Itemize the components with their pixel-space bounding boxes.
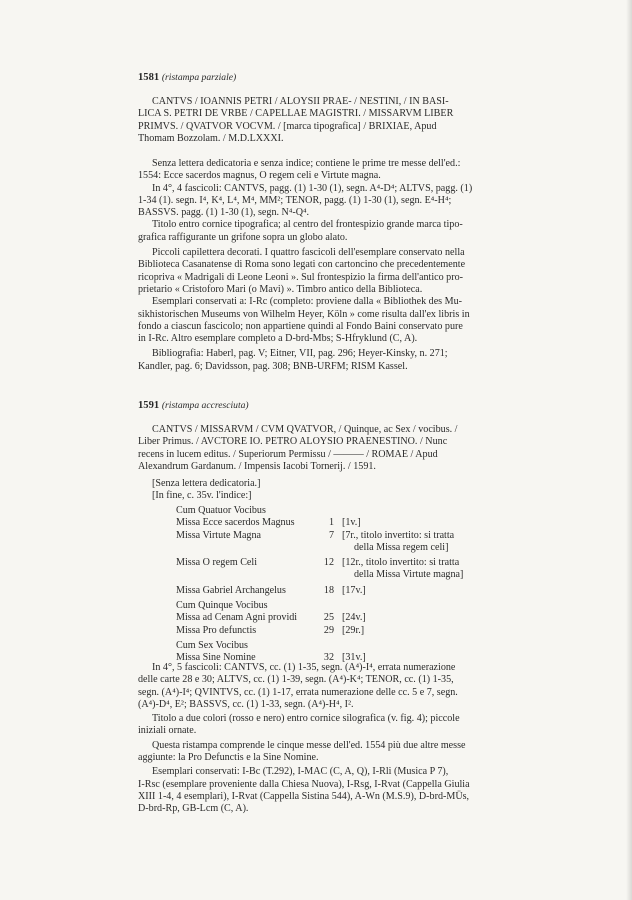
entry-1581-body	[138, 158, 510, 373]
text-line: sikhistorischen Museums von Wilhelm Heyer, Köln » come risulta dall'ex libris in	[138, 308, 470, 320]
entry-year: 1581	[138, 72, 160, 83]
text-line: 1554: Ecce sacerdos magnus, O regem celi e Virtute magna.	[138, 170, 381, 182]
bracket-note: [Senza lettera dedicatoria.]	[152, 478, 261, 489]
text-line: iniziali ornate.	[138, 725, 197, 737]
index-row	[160, 557, 520, 569]
index-ref: [17v.]	[342, 584, 366, 596]
index-title: Missa Gabriel Archangelus	[176, 584, 286, 596]
text-line: grafica raffigurante un grifone sopra un globo alato.	[138, 231, 348, 243]
text-line: 1-34 (1). segn. I⁴, K⁴, L⁴, M⁴, MM²; TENOR, pagg. (1) 1-30 (1), segn. E⁴-H⁴;	[138, 194, 452, 206]
text-line: D-brd-Rp, GB-Lcm (C, A).	[138, 803, 249, 815]
text-line: in I-Rc. Altro esemplare completo a D-brd-Mbs; S-Hfryklund (C, A).	[138, 333, 418, 345]
text-line: Esemplari conservati a: I-Rc (completo: proviene dalla « Bibliothek des Mu-	[152, 296, 463, 308]
title-line: recens in lucem editus. / Superiorum Permissu / ——— / ROMAE / Apud	[138, 448, 438, 460]
text-line: Esemplari conservati: I-Bc (T.292), I-MAC (C, A, Q), I-Rli (Musica P 7),	[152, 766, 449, 778]
entry-note: (ristampa accresciuta)	[161, 400, 249, 411]
page-edge-shadow	[626, 0, 632, 900]
text-line: Questa ristampa comprende le cinque messe dell'ed. 1554 più due altre messe	[152, 739, 466, 751]
title-line: LICA S. PETRI DE VRBE / CAPELLAE MAGISTRI. / MISSARVM LIBER	[138, 108, 454, 120]
index-row	[160, 612, 520, 624]
index-ref: [7r., titolo invertito: si tratta	[342, 529, 455, 541]
entry-note: (ristampa parziale)	[161, 72, 237, 83]
text-line: I-Rsc (esemplare proveniente dalla Chiesa Nuova), I-Rsg, I-Rvat (Cappella Giulia	[138, 778, 470, 790]
text-line: Bibliografia: Haberl, pag. V; Eitner, VII, pag. 296; Heyer-Kinsky, n. 271;	[152, 348, 448, 360]
index-page: 29	[323, 624, 334, 636]
index-ref: [1v.]	[342, 517, 361, 529]
index-row	[160, 542, 520, 554]
text-line: Titolo entro cornice tipografica; al centro del frontespizio grande marca tipo-	[152, 219, 463, 231]
text-line: prietario « Cristoforo Mari (o Mavi) ». Timbro antico della Biblioteca.	[138, 283, 423, 295]
title-line: Liber Primus. / AVCTORE IO. PETRO ALOYSIO PRAENESTINO. / Nunc	[138, 436, 448, 448]
entry-1591-title	[138, 424, 510, 473]
index-title: Cum Quinque Vocibus	[176, 600, 268, 612]
entry-1591-heading	[138, 400, 510, 412]
index-row	[160, 530, 520, 542]
entry-year: 1591	[138, 400, 160, 411]
text-line: In 4°, 4 fascicoli: CANTVS, pagg. (1) 1-30 (1), segn. A⁴-D⁴; ALTVS, pagg. (1)	[152, 182, 473, 194]
text-line: Piccoli capilettera decorati. I quattro fascicoli dell'esemplare conservato nella	[152, 247, 465, 259]
index-row	[160, 640, 520, 652]
index-ref: [24v.]	[342, 612, 366, 624]
index-ref: [29r.]	[342, 624, 365, 636]
text-line: Kandler, pag. 6; Davidsson, pag. 308; BNB-URFM; RISM Kassel.	[138, 360, 408, 372]
text-line: fondo a ciascun fascicolo; non appartiene quindi al Fondo Baini conservato pure	[138, 320, 463, 332]
entry-1581-heading	[138, 72, 510, 84]
text-line: In 4°, 5 fascicoli: CANTVS, cc. (1) 1-35, segn. (A⁴)-I⁴, errata numerazione	[152, 662, 456, 673]
title-line: Alexandrum Gardanum. / Impensis Iacobi Tornerij. / 1591.	[138, 460, 376, 472]
text-line: delle carte 28 e 30; ALTVS, cc. (1) 1-39, segn. (A⁴)-K⁴; TENOR, cc. (1) 1-35,	[138, 674, 454, 686]
entry-1591-brackets	[138, 478, 510, 503]
index-row	[160, 625, 520, 637]
title-line: CANTVS / IOANNIS PETRI / ALOYSII PRAE- / NESTINI, / IN BASI-	[152, 96, 449, 107]
index-row	[160, 569, 520, 581]
index-title: Missa Virtute Magna	[176, 529, 261, 541]
title-line: CANTVS / MISSARVM / CVM QVATVOR, / Quinque, ac Sex / vocibus. /	[152, 424, 458, 435]
index-title: Missa Ecce sacerdos Magnus	[176, 517, 295, 529]
text-line: ricopriva « Madrigali di Leone Leoni ». Sul frontespizio la firma dell'antico pro-	[138, 271, 464, 283]
index-ref: della Missa Virtute magna]	[354, 569, 464, 581]
index-title: Missa Pro defunctis	[176, 624, 257, 636]
index-page: 7	[328, 529, 334, 541]
text-line: XIII 1-4, 4 esemplari), I-Rvat (Cappella Sistina 544), A-Wn (M.S.9), D-brd-MÜs,	[138, 790, 470, 802]
title-line: PRIMVS. / QVATVOR VOCVM. / [marca tipografica] / BRIXIAE, Apud	[138, 120, 437, 132]
index-title: Cum Sex Vocibus	[176, 639, 248, 651]
title-line: Thomam Bozzolam. / M.D.LXXXI.	[138, 132, 284, 144]
text-line: Senza lettera dedicatoria e senza indice; contiene le prime tre messe dell'ed.:	[152, 158, 461, 169]
text-line: (A⁴)-D⁴, E²; BASSVS, cc. (1) 1-33, segn. (A⁴)-H⁴, I².	[138, 698, 354, 710]
text-line: segn. (A⁴)-I⁴; QVINTVS, cc. (1) 1-17, errata numerazione delle cc. 5 e 7, segn.	[138, 686, 458, 698]
text-line: Biblioteca Casanatense di Roma sono legati con cartoncino che precedentemente	[138, 259, 466, 271]
entry-1581-title	[138, 96, 510, 145]
index-ref: [12r., titolo invertito: si tratta	[342, 557, 460, 569]
index-ref: della Missa regem celi]	[354, 541, 449, 553]
index-row	[160, 585, 520, 597]
text-line: BASSVS. pagg. (1) 1-30 (1), segn. N⁴-Q⁴.	[138, 207, 310, 219]
index-row	[160, 505, 520, 517]
index-title: Cum Quatuor Vocibus	[176, 505, 266, 516]
entry-1591-body	[138, 662, 510, 816]
text-line: aggiunte: la Pro Defunctis e la Sine Nomine.	[138, 752, 319, 764]
index-page: 1	[328, 517, 334, 529]
index-row	[160, 600, 520, 612]
index-page: 12	[323, 557, 334, 569]
index-row	[160, 517, 520, 529]
index-page: 25	[323, 612, 334, 624]
index-title: Missa Sine Nomine	[176, 652, 256, 664]
bracket-note: [In fine, c. 35v. l'indice:]	[152, 490, 252, 502]
index-page: 18	[323, 584, 334, 596]
index-ref: [31v.]	[342, 652, 366, 664]
index-page: 32	[323, 652, 334, 664]
index-title: Missa ad Cenam Agni providi	[176, 612, 298, 624]
text-line: Titolo a due colori (rosso e nero) entro cornice silografica (v. fig. 4); piccole	[152, 713, 460, 725]
index-title: Missa O regem Celi	[176, 557, 258, 569]
index-table	[160, 505, 520, 665]
